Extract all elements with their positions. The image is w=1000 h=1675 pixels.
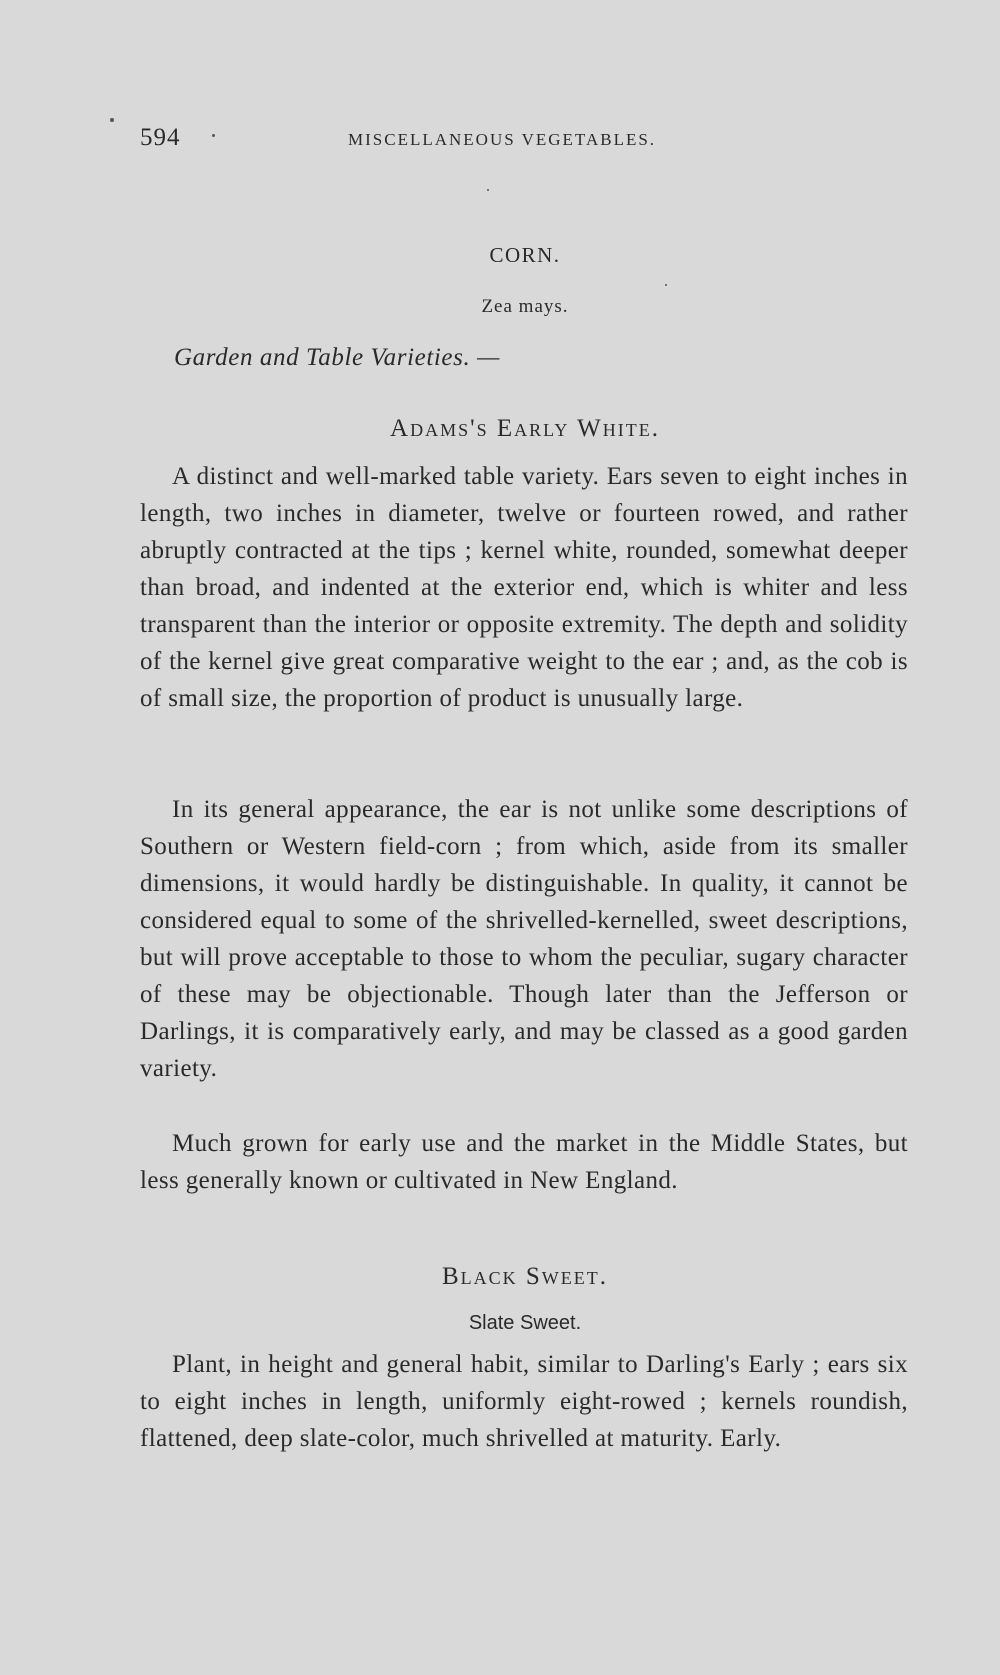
scan-speck xyxy=(665,284,667,286)
paragraph: A distinct and well-marked table variety. Ears seven to eight inches in length, two inches in diameter, twelve or fourteen rowed, and rather abruptly contracted at the tips ; kernel white, rounded, somewhat deeper than broad, and indented at the exterior end, which is whiter and less transparent than the interior or opposite extremity. The depth and solidity of the kernel give great comparative weight to the ear ; and, as the cob is of small size, the proportion of product is unusually large. xyxy=(140,463,908,712)
paragraph: In its general appearance, the ear is not unlike some descriptions of Southern or Western field-corn ; from which, aside from its smaller dimensions, it would hardly be distinguishable. In quality, it cannot be considered equal to some of the shrivelled-kernelled, sweet descriptions, but will prove acceptable to those to whom the peculiar, sugary character of these may be objectionable. Though later than the Jefferson or Darlings, it is comparatively early, and may be classed as a good garden variety. xyxy=(140,796,908,1082)
variety-title-adams-early-white: Adams's Early White. xyxy=(390,415,660,442)
paragraph: Plant, in height and general habit, similar to Darling's Early ; ears six to eight inches in length, uniformly eight-rowed ; kernels roundish, flattened, deep slate-color, much shrivelled at maturity. Early. xyxy=(140,1351,908,1452)
variety-title-black-sweet: Black Sweet. xyxy=(441,1263,609,1290)
scan-speck xyxy=(110,118,114,122)
scan-speck xyxy=(487,189,489,191)
subheading: Garden and Table Varieties. — xyxy=(174,344,500,371)
page-number: 594 xyxy=(140,124,181,151)
page-header xyxy=(140,124,920,164)
variety-synonym: Slate Sweet. xyxy=(468,1312,582,1334)
running-head: MISCELLANEOUS VEGETABLES. xyxy=(348,130,657,149)
section-title: CORN. xyxy=(489,243,561,267)
paragraph: Much grown for early use and the market in the Middle States, but less generally known or cultivated in New England. xyxy=(140,1130,908,1194)
latin-name: Zea mays. xyxy=(481,296,569,317)
